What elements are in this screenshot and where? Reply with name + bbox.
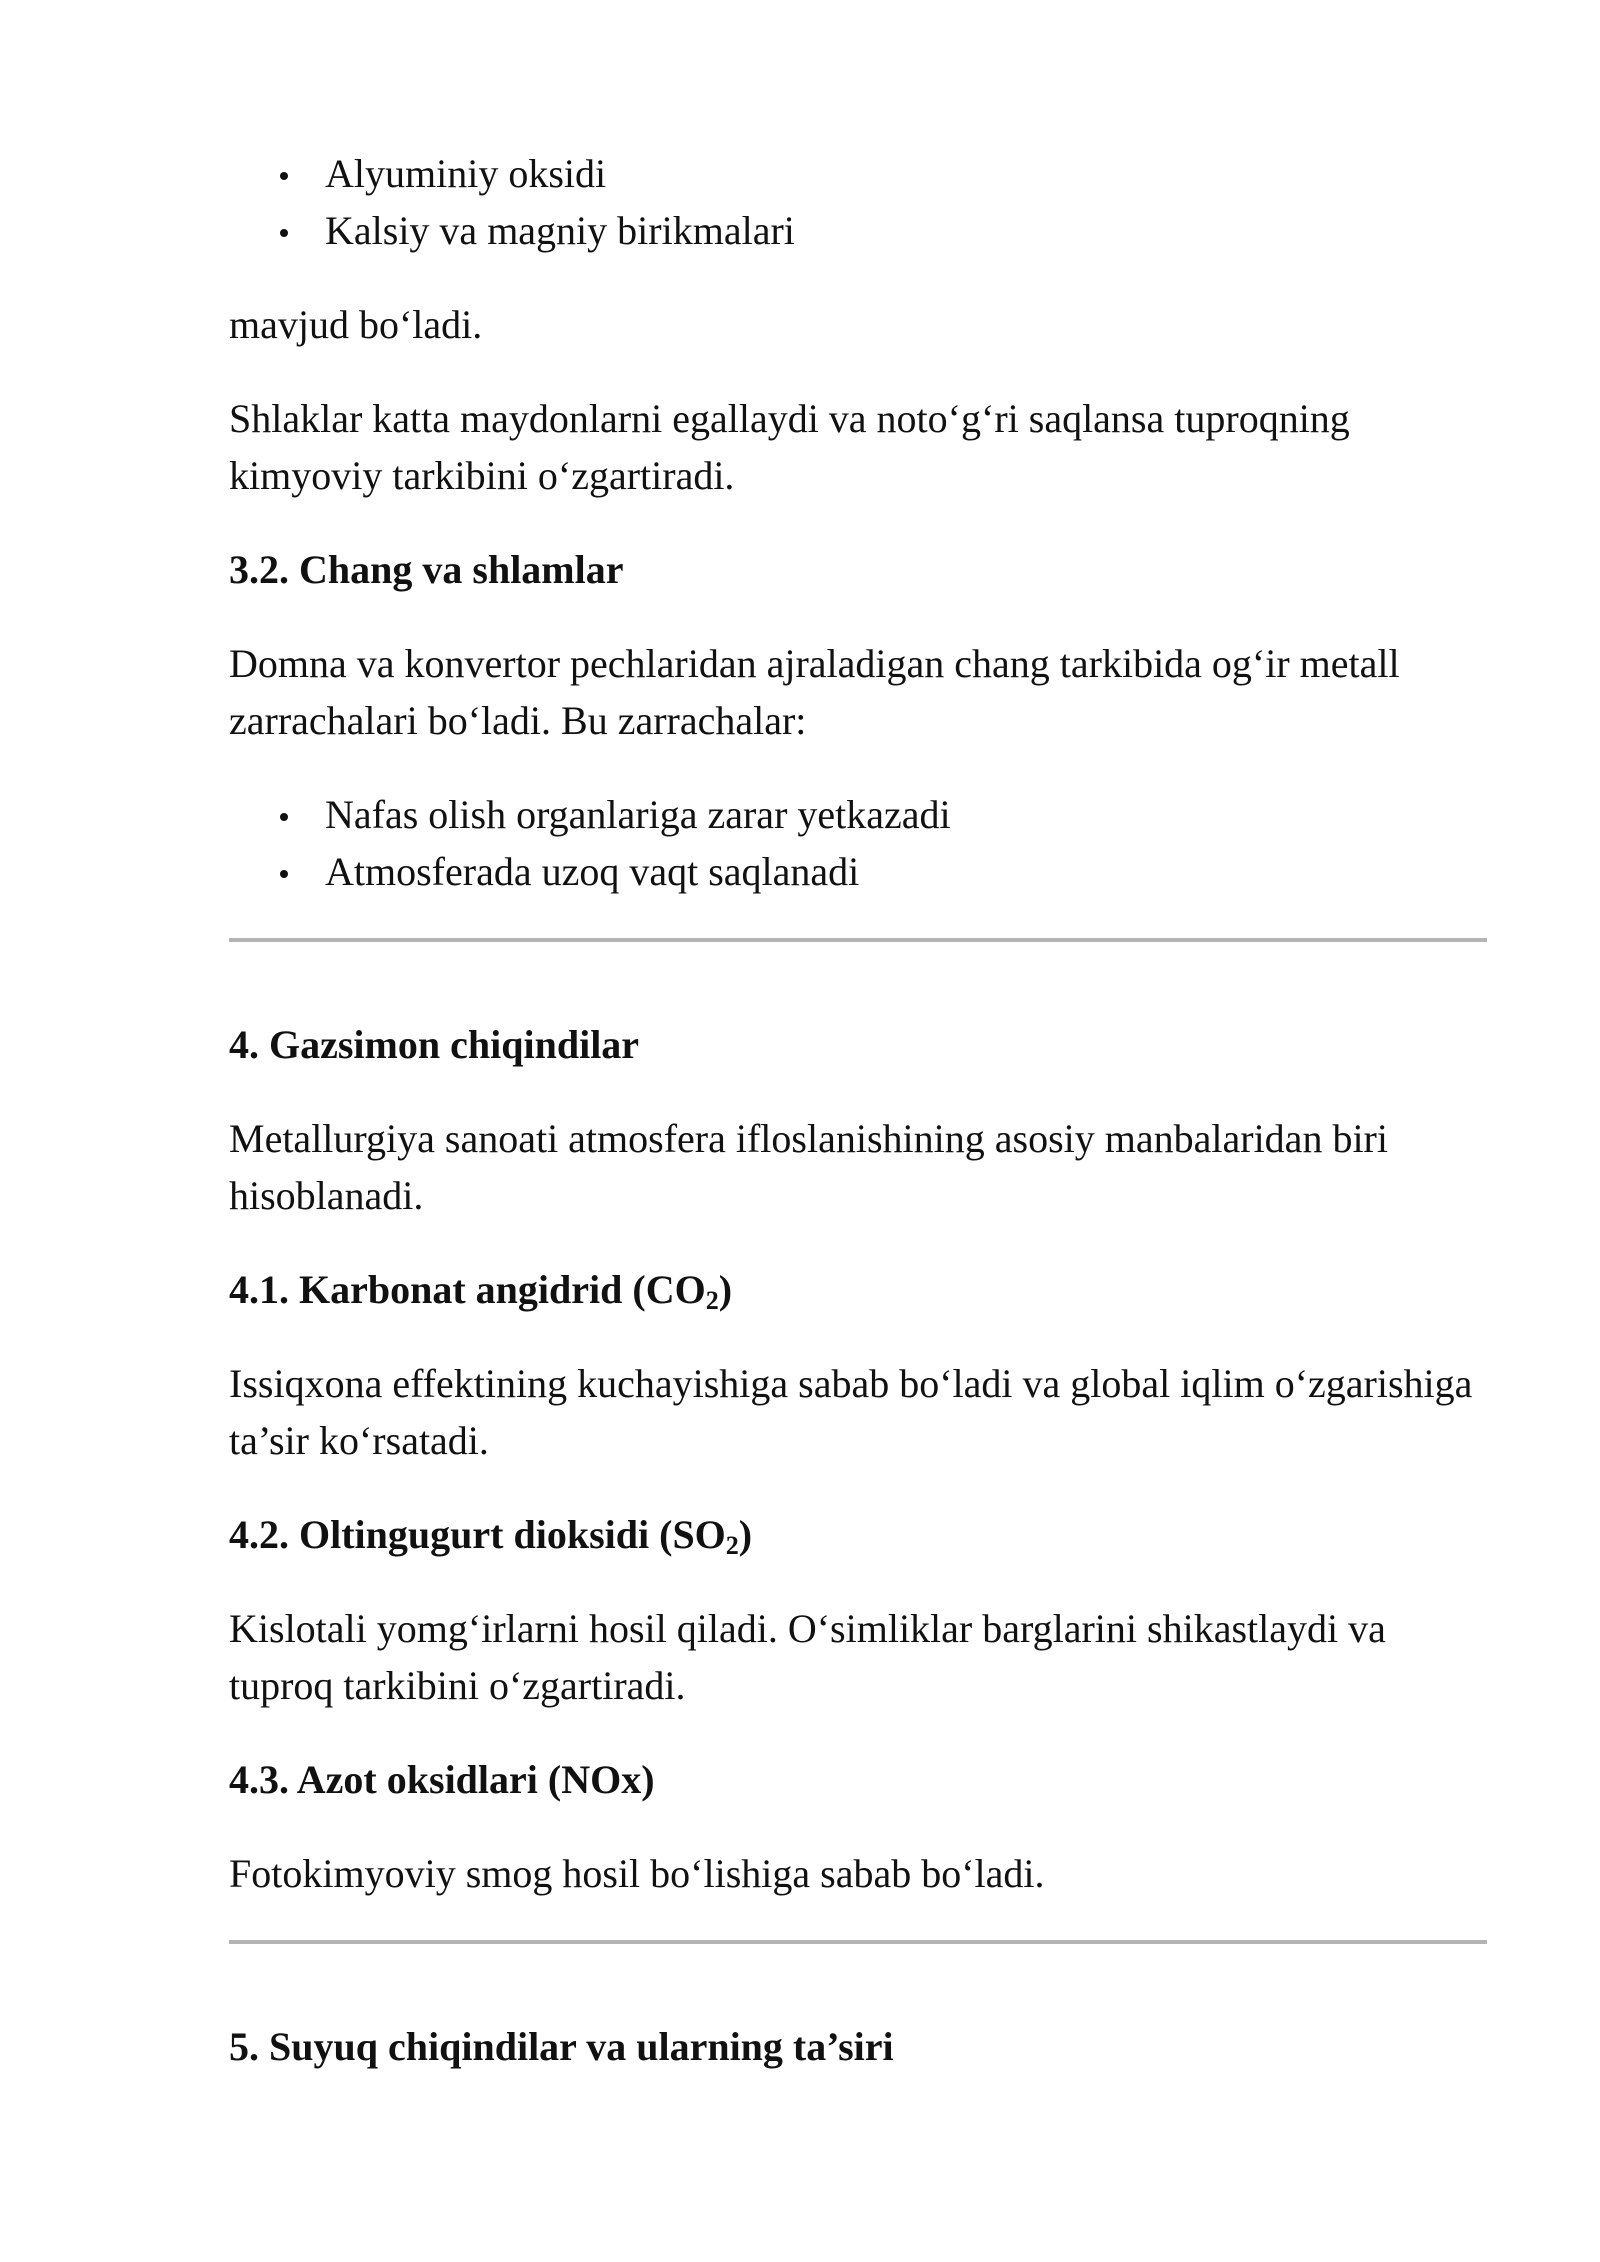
heading-5: 5. Suyuq chiqindilar va ularning ta’siri (229, 2024, 894, 2069)
dust-effects-list (229, 786, 1487, 900)
heading-4-1 (229, 1261, 1487, 1318)
heading-4-1-text: 4.1. Karbonat angidrid (CO (229, 1267, 706, 1312)
heading-4-2-text: 4.2. Oltingugurt dioksidi (SO (229, 1512, 726, 1557)
paragraph-4: Metallurgiya sanoati atmosfera ifloslanishining asosiy manbalaridan biri hisoblanadi. (229, 1116, 1388, 1218)
list-item: Alyuminiy oksidi (229, 145, 1487, 202)
section-divider (229, 938, 1487, 942)
subscript-2: 2 (725, 1531, 739, 1560)
paragraph-domna: Domna va konvertor pechlaridan ajraladigan chang tarkibida og‘ir metall zarrachalari bo‘ladi. Bu zarrachalar: (229, 641, 1400, 743)
heading-4-3: 4.3. Azot oksidlari (NOx) (229, 1757, 655, 1802)
list-item: Atmosferada uzoq vaqt saqlanadi (229, 843, 1487, 900)
section-divider (229, 1940, 1487, 1944)
document-page (229, 145, 1487, 2075)
list-item: Kalsiy va magniy birikmalari (229, 202, 1487, 259)
heading-4-1-tail: ) (718, 1267, 733, 1312)
heading-4-2-tail: ) (738, 1512, 753, 1557)
paragraph-mavjud: mavjud bo‘ladi. (229, 302, 483, 347)
paragraph-4-2: Kislotali yomg‘irlarni hosil qiladi. O‘simliklar barglarini shikastlaydi va tuproq tarkibini o‘zgartiradi. (229, 1606, 1386, 1708)
paragraph-shlaklar: Shlaklar katta maydonlarni egallaydi va noto‘g‘ri saqlansa tuproqning kimyoviy tarkibini o‘zgartiradi. (229, 396, 1350, 498)
oxide-list (229, 145, 1487, 259)
heading-4-2 (229, 1506, 1487, 1563)
paragraph-4-1: Issiqxona effektining kuchayishiga sabab bo‘ladi va global iqlim o‘zgarishiga ta’sir ko‘rsatadi. (229, 1361, 1473, 1463)
paragraph-4-3: Fotokimyoviy smog hosil bo‘lishiga sabab bo‘ladi. (229, 1851, 1045, 1896)
heading-4: 4. Gazsimon chiqindilar (229, 1022, 640, 1067)
subscript-2: 2 (705, 1286, 719, 1315)
list-item: Nafas olish organlariga zarar yetkazadi (229, 786, 1487, 843)
heading-3-2: 3.2. Chang va shlamlar (229, 547, 624, 592)
